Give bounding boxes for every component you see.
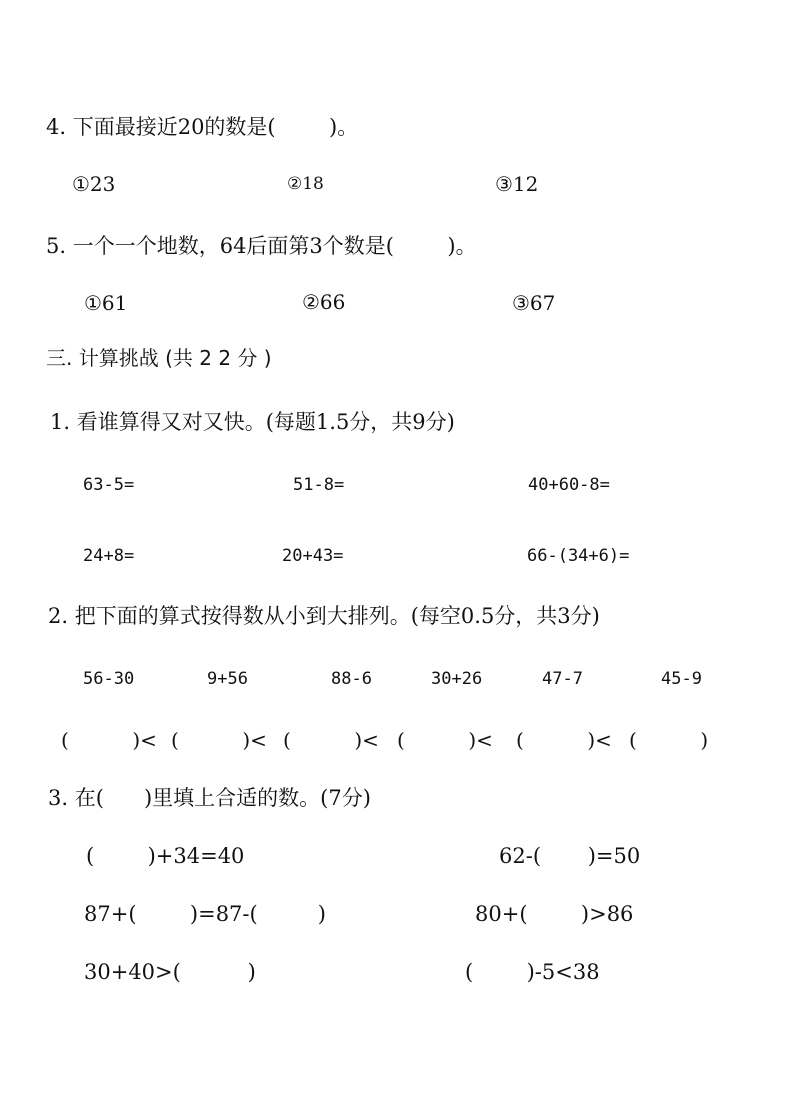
q5-option-1: ①61 <box>84 291 128 315</box>
calc-1-3: 40+60-8= <box>528 475 610 495</box>
expr-1: 56-30 <box>83 669 135 689</box>
fill-1-1[interactable]: ( )+34=40 <box>86 844 245 868</box>
fill-1-2[interactable]: 62-( )=50 <box>499 844 641 868</box>
q5-option-3: ③67 <box>512 291 556 315</box>
q4-option-1: ①23 <box>72 172 116 196</box>
fill-3-1[interactable]: 30+40>( ) <box>84 960 256 984</box>
expr-5: 47-7 <box>542 669 583 689</box>
order-blank-4[interactable]: ( )< <box>397 728 493 752</box>
q4-option-2: ②18 <box>287 174 324 194</box>
expr-6: 45-9 <box>661 669 702 689</box>
q5-option-2: ②66 <box>302 290 346 314</box>
order-blank-1[interactable]: ( )< <box>61 728 157 752</box>
fill-3-2[interactable]: ( )-5<38 <box>465 960 600 984</box>
calc-2-3: 66-(34+6)= <box>527 546 630 566</box>
fill-2-2[interactable]: 80+( )>86 <box>475 902 634 926</box>
part-3-stem: 3. 在( )里填上合适的数。(7分) <box>48 786 371 810</box>
part-2-stem: 2. 把下面的算式按得数从小到大排列。(每空0.5分，共3分) <box>48 604 600 628</box>
order-blank-6[interactable]: ( ) <box>629 728 709 752</box>
q4-stem: 4. 下面最接近20的数是( )。 <box>46 115 359 139</box>
calc-2-2: 20+43= <box>282 546 344 566</box>
order-blank-3[interactable]: ( )< <box>283 728 379 752</box>
order-blank-2[interactable]: ( )< <box>171 728 267 752</box>
expr-4: 30+26 <box>431 669 483 689</box>
fill-2-1[interactable]: 87+( )=87-( ) <box>84 902 326 926</box>
expr-2: 9+56 <box>207 669 248 689</box>
q4-option-3: ③12 <box>495 172 539 196</box>
order-blank-5[interactable]: ( )< <box>516 728 612 752</box>
q5-stem: 5. 一个一个地数，64后面第3个数是( )。 <box>46 234 477 258</box>
expr-3: 88-6 <box>331 669 372 689</box>
calc-2-1: 24+8= <box>83 546 135 566</box>
section-3-title: 三. 计算挑战 (共 2 2 分 ) <box>46 346 272 370</box>
calc-1-1: 63-5= <box>83 475 135 495</box>
part-1-stem: 1. 看谁算得又对又快。(每题1.5分，共9分) <box>50 410 455 434</box>
calc-1-2: 51-8= <box>293 475 345 495</box>
